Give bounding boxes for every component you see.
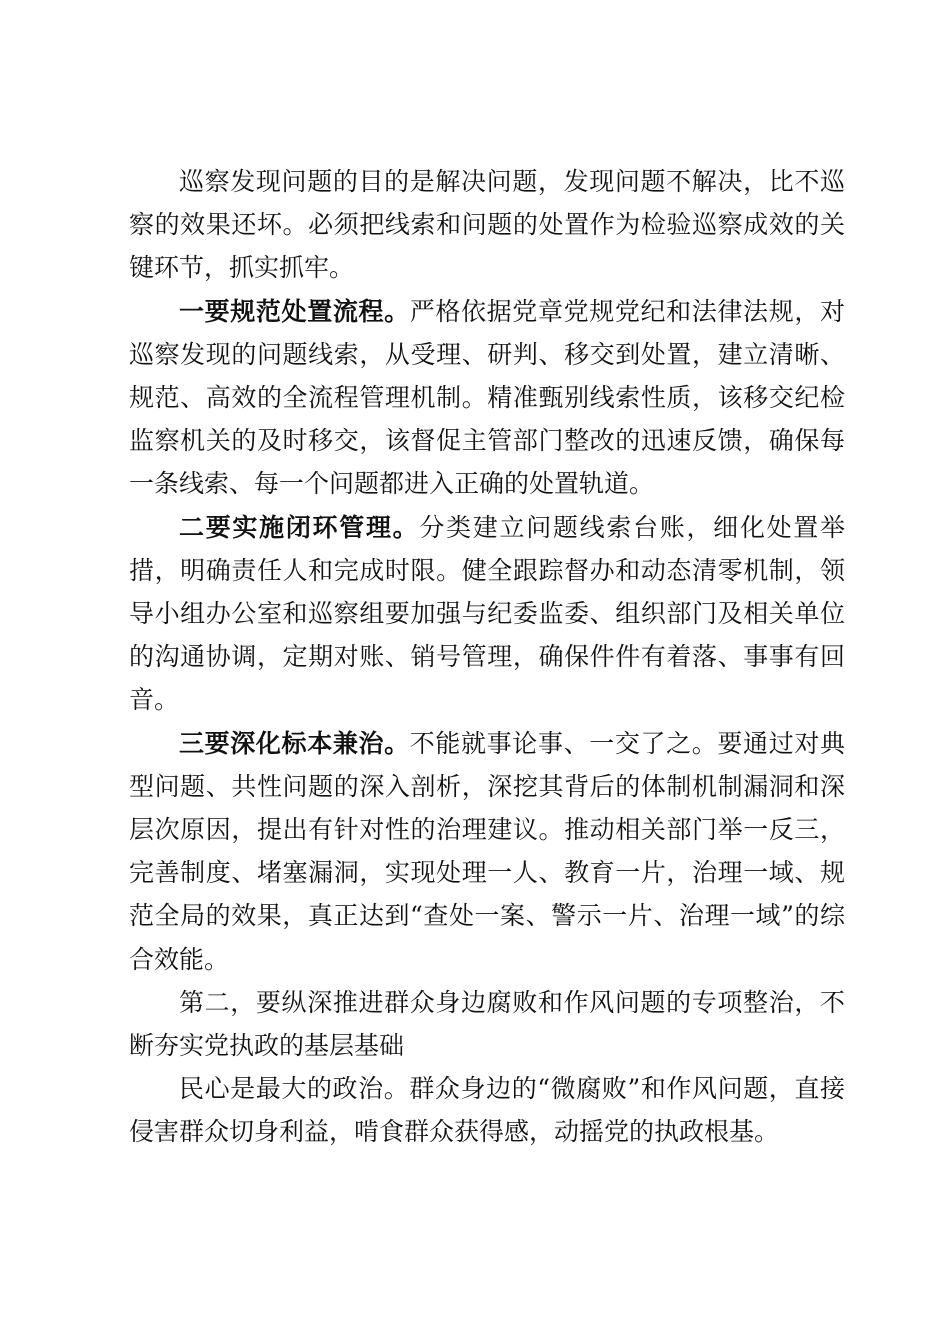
paragraph-text: 分类建立问题线索台账，细化处置举措，明确责任人和完成时限。健全跟踪督办和动态清零机制，领导小组办公室和巡察组要加强与纪委监委、组织部门及相关单位的沟通协调，定期对账、销号管理，确保件件有着落、事事有回音。: [129, 512, 845, 715]
paragraph-section-two: [129, 981, 845, 1067]
paragraph-text: 民心是最大的政治。群众身边的“微腐败”和作风问题，直接侵害群众切身利益，啃食群众获得感，动摇党的执政根基。: [129, 1074, 845, 1147]
paragraph-point-three: [129, 722, 845, 981]
paragraph-heading: 二要实施闭环管理。: [179, 512, 420, 542]
paragraph-text: 巡察发现问题的目的是解决问题，发现问题不解决，比不巡察的效果还坏。必须把线索和问题的处置作为检验巡察成效的关键环节，抓实抓牢。: [129, 167, 845, 283]
paragraph-heading: 一要规范处置流程。: [179, 296, 410, 326]
paragraph-text: 严格依据党章党规党纪和法律法规，对巡察发现的问题线索，从受理、研判、移交到处置，建立清晰、规范、高效的全流程管理机制。精准甄别线索性质，该移交纪检监察机关的及时移交，该督促主管部门整改的迅速反馈，确保每一条线索、每一个问题都进入正确的处置轨道。: [129, 296, 845, 499]
document-body: [129, 160, 845, 1154]
paragraph-people: [129, 1067, 845, 1153]
paragraph-point-one: [129, 290, 845, 506]
paragraph-point-two: [129, 506, 845, 722]
paragraph-heading: 三要深化标本兼治。: [179, 728, 410, 758]
paragraph-text: 不能就事论事、一交了之。要通过对典型问题、共性问题的深入剖析，深挖其背后的体制机制漏洞和深层次原因，提出有针对性的治理建议。推动相关部门举一反三，完善制度、堵塞漏洞，实现处理一人、教育一片，治理一域、规范全局的效果，真正达到“查处一案、警示一片、治理一域”的综合效能。: [129, 728, 845, 974]
paragraph-text: 第二，要纵深推进群众身边腐败和作风问题的专项整治，不断夯实党执政的基层基础: [129, 987, 845, 1061]
paragraph-intro: [129, 160, 845, 290]
